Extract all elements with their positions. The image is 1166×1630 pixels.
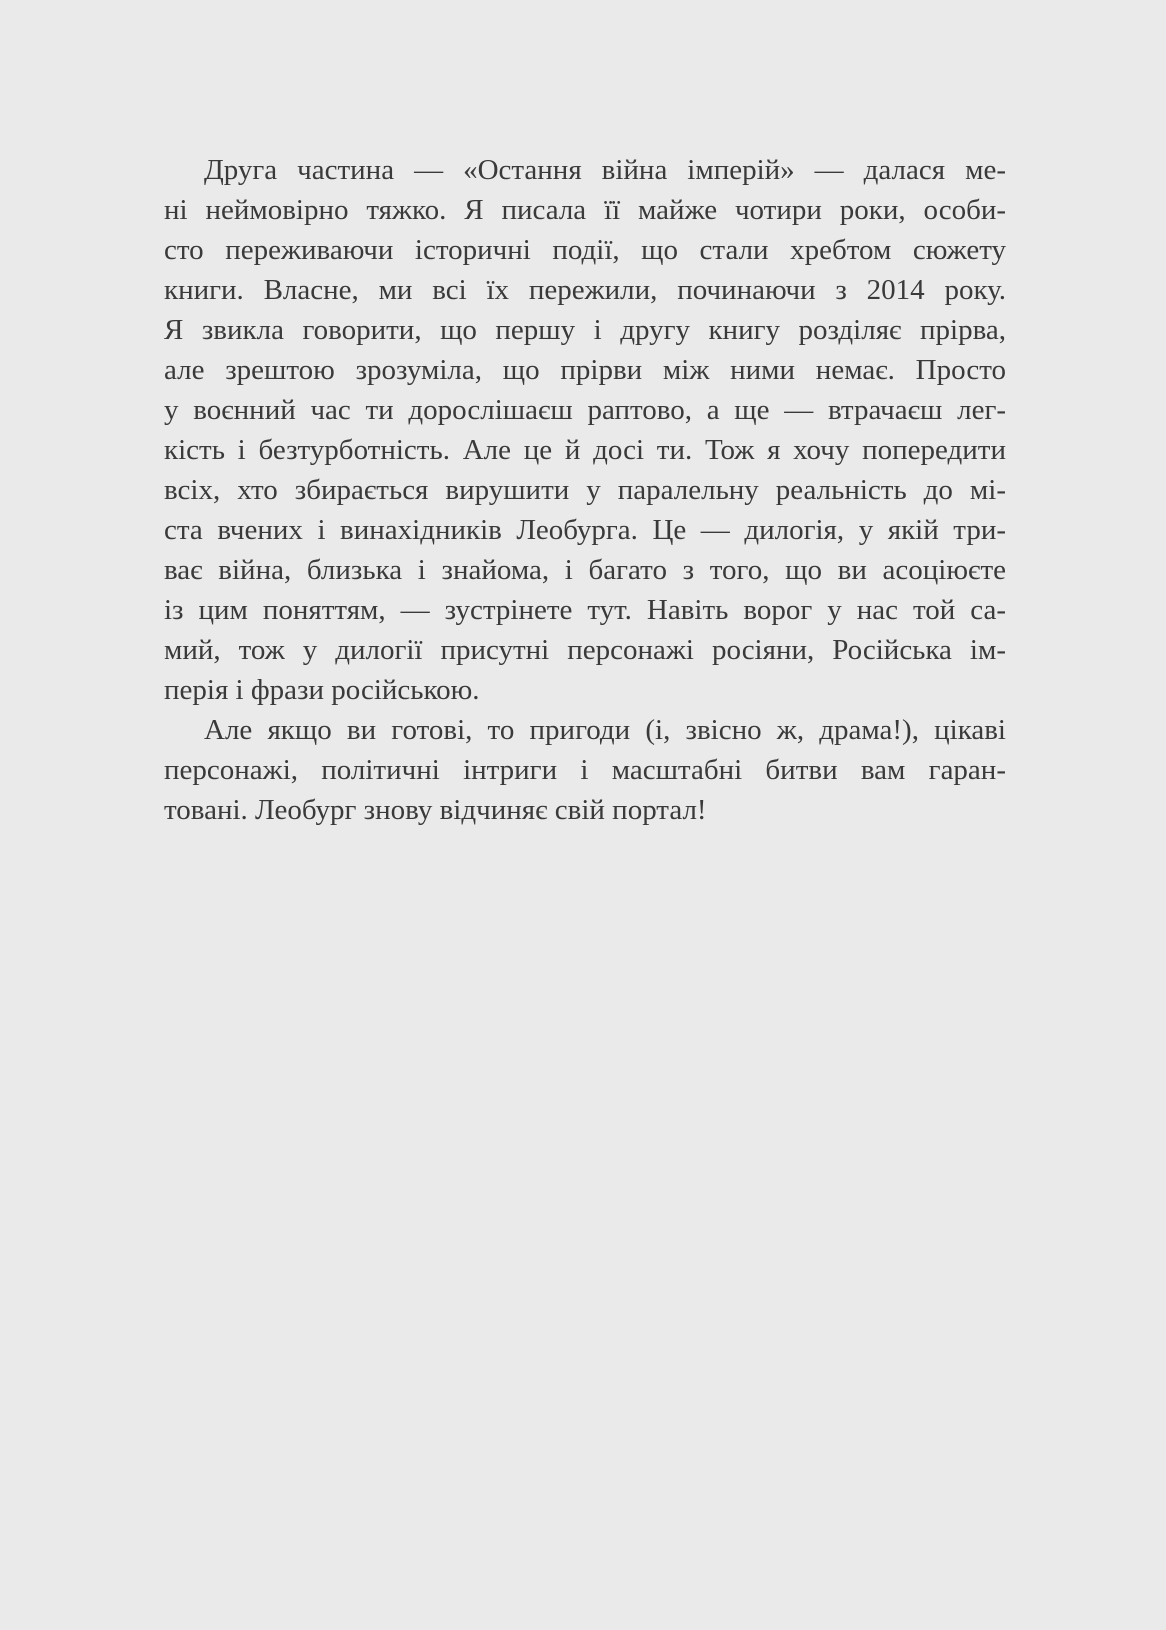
text-line: Я звикла говорити, що першу і другу книгу розділяє прірва,: [164, 314, 1006, 346]
paragraph: [164, 150, 1006, 710]
text-line: Але якщо ви готові, то пригоди (і, звісно ж, драма!), цікаві: [204, 714, 1006, 746]
text-line: ває війна, близька і знайома, і багато з того, що ви асоціюєте: [164, 554, 1006, 586]
text-line: перія і фрази російською.: [164, 674, 480, 706]
paragraph: [164, 710, 1006, 830]
text-line: у воєнний час ти дорослішаєш раптово, а ще — втрачаєш лег-: [164, 394, 1006, 426]
text-line: ні неймовірно тяжко. Я писала її майже чотири роки, особи-: [164, 194, 1006, 226]
text-block: [164, 150, 1006, 830]
text-line: сто переживаючи історичні події, що стали хребтом сюжету: [164, 234, 1006, 266]
text-line: ста вчених і винахідників Леобурга. Це — дилогія, у якій три-: [164, 514, 1006, 546]
text-line: мий, тож у дилогії присутні персонажі росіяни, Російська ім-: [164, 634, 1006, 666]
text-line: всіх, хто збирається вирушити у паралельну реальність до мі-: [164, 474, 1006, 506]
text-line: книги. Власне, ми всі їх пережили, починаючи з 2014 року.: [164, 274, 1006, 306]
text-line: кість і безтурботність. Але це й досі ти. Тож я хочу попередити: [164, 434, 1006, 466]
text-line: товані. Леобург знову відчиняє свій портал!: [164, 794, 707, 826]
text-line: Друга частина — «Остання війна імперій» — далася ме-: [204, 154, 1006, 186]
text-line: але зрештою зрозуміла, що прірви між ними немає. Просто: [164, 354, 1006, 386]
text-line: із цим поняттям, — зустрінете тут. Навіть ворог у нас той са-: [164, 594, 1006, 626]
text-line: персонажі, політичні інтриги і масштабні битви вам гаран-: [164, 754, 1006, 786]
